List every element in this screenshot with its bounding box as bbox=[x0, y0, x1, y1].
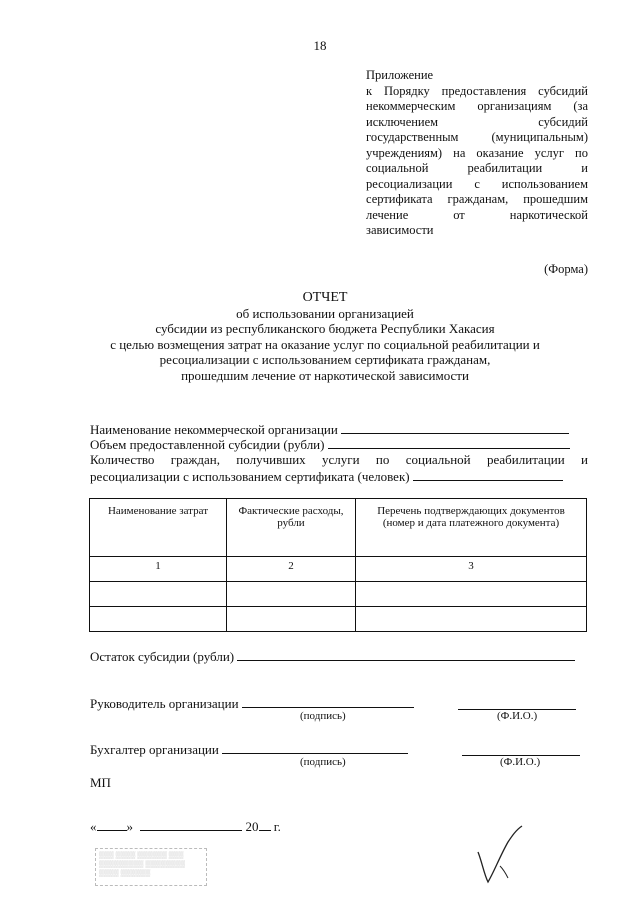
table-row bbox=[90, 607, 587, 632]
table-row bbox=[90, 582, 587, 607]
appendix-line: учреждениям) на оказание услуг по bbox=[366, 145, 588, 160]
handwritten-signature-icon bbox=[470, 822, 530, 886]
header-cell: Перечень подтверждающих документов (номер и дата платежного документа) bbox=[356, 499, 587, 557]
expenses-table bbox=[89, 498, 587, 632]
title-line: с целью возмещения затрат на оказание услуг по социальной реабилитации и bbox=[110, 336, 540, 352]
title-heading: ОТЧЕТ bbox=[302, 290, 348, 305]
head-fio-line[interactable] bbox=[458, 697, 576, 710]
appendix-line: к Порядку предоставления субсидий bbox=[366, 83, 588, 98]
title-line: об использовании организацией bbox=[236, 305, 414, 321]
appendix-line: государственным (муниципальным) bbox=[366, 130, 588, 144]
header-cell: Фактические расходы, рубли bbox=[227, 499, 356, 557]
citizens-count-input[interactable] bbox=[413, 468, 563, 481]
balance-input[interactable] bbox=[237, 648, 575, 661]
table-cell[interactable] bbox=[90, 582, 227, 607]
appendix-line: лечение от наркотической bbox=[366, 207, 588, 222]
date-year-prefix: 20 bbox=[245, 819, 259, 834]
head-signature-field bbox=[90, 695, 414, 712]
org-name-input[interactable] bbox=[341, 421, 569, 434]
table-cell[interactable] bbox=[227, 582, 356, 607]
head-label: Руководитель организации bbox=[90, 696, 239, 711]
accountant-label: Бухгалтер организации bbox=[90, 742, 219, 757]
appendix-line: сертификата гражданам, прошедшим bbox=[366, 192, 588, 206]
appendix-block bbox=[366, 68, 588, 239]
head-signature-line[interactable] bbox=[242, 695, 414, 708]
date-year-line[interactable] bbox=[259, 818, 271, 831]
date-month-line[interactable] bbox=[140, 818, 242, 831]
appendix-line: ресоциализации с использованием bbox=[366, 176, 588, 191]
date-close-quote: » bbox=[126, 819, 133, 834]
accountant-signature-hint: (подпись) bbox=[300, 756, 346, 768]
report-title bbox=[60, 290, 590, 383]
form-label: (Форма) bbox=[544, 262, 588, 276]
table-cell[interactable] bbox=[90, 607, 227, 632]
table-number-row bbox=[90, 557, 587, 582]
appendix-line: социальной реабилитации и bbox=[366, 161, 588, 175]
subsidy-amount-label: Объем предоставленной субсидии (рубли) bbox=[90, 437, 325, 452]
head-fio-hint: (Ф.И.О.) bbox=[497, 710, 538, 722]
subsidy-amount-input[interactable] bbox=[328, 436, 570, 449]
balance-field bbox=[90, 648, 575, 665]
date-field bbox=[90, 818, 281, 835]
title-line: ресоциализации с использованием сертификата гражданам, bbox=[159, 352, 491, 367]
date-open-quote: « bbox=[90, 819, 97, 834]
date-year-suffix: г. bbox=[273, 819, 281, 834]
appendix-line: зависимости bbox=[366, 223, 434, 237]
head-signature-hint: (подпись) bbox=[300, 710, 346, 722]
number-cell: 2 bbox=[227, 557, 356, 582]
table-cell[interactable] bbox=[227, 607, 356, 632]
balance-label: Остаток субсидии (рубли) bbox=[90, 649, 235, 664]
page-number: 18 bbox=[313, 38, 327, 53]
title-line: прошедшим лечение от наркотической зависимости bbox=[181, 367, 469, 383]
accountant-fio-hint: (Ф.И.О.) bbox=[500, 756, 541, 768]
table-cell[interactable] bbox=[356, 582, 587, 607]
number-cell: 1 bbox=[90, 557, 227, 582]
appendix-line: исключением субсидий bbox=[366, 114, 588, 129]
seal-label: МП bbox=[90, 775, 111, 790]
citizens-count-label: Количество граждан, получивших услуги по социальной реабилитации и ресоциализации с использованием сертификата (человек) bbox=[90, 452, 588, 484]
table-cell[interactable] bbox=[356, 607, 587, 632]
accountant-fio-line[interactable] bbox=[462, 743, 580, 756]
certification-stamp: ▒▒▒ ▒▒▒▒ ▒▒▒▒▒▒ ▒▒▒ ▒▒▒▒▒▒▒▒▒ ▒▒▒▒▒▒▒▒ ▒▒▒▒ ▒▒▒▒▒▒ bbox=[95, 848, 207, 886]
citizens-count-field bbox=[90, 452, 588, 485]
header-cell: Наименование затрат bbox=[90, 499, 227, 557]
org-name-label: Наименование некоммерческой организации bbox=[90, 422, 338, 437]
subsidy-amount-field bbox=[90, 436, 570, 453]
accountant-signature-field bbox=[90, 741, 408, 758]
appendix-line: некоммерческим организациям (за bbox=[366, 99, 588, 113]
appendix-line: Приложение bbox=[366, 68, 434, 82]
title-line: субсидии из республиканского бюджета Республики Хакасия bbox=[155, 321, 495, 336]
number-cell: 3 bbox=[356, 557, 587, 582]
accountant-signature-line[interactable] bbox=[222, 741, 408, 754]
table-header-row bbox=[90, 499, 587, 557]
date-day-line[interactable] bbox=[97, 818, 127, 831]
